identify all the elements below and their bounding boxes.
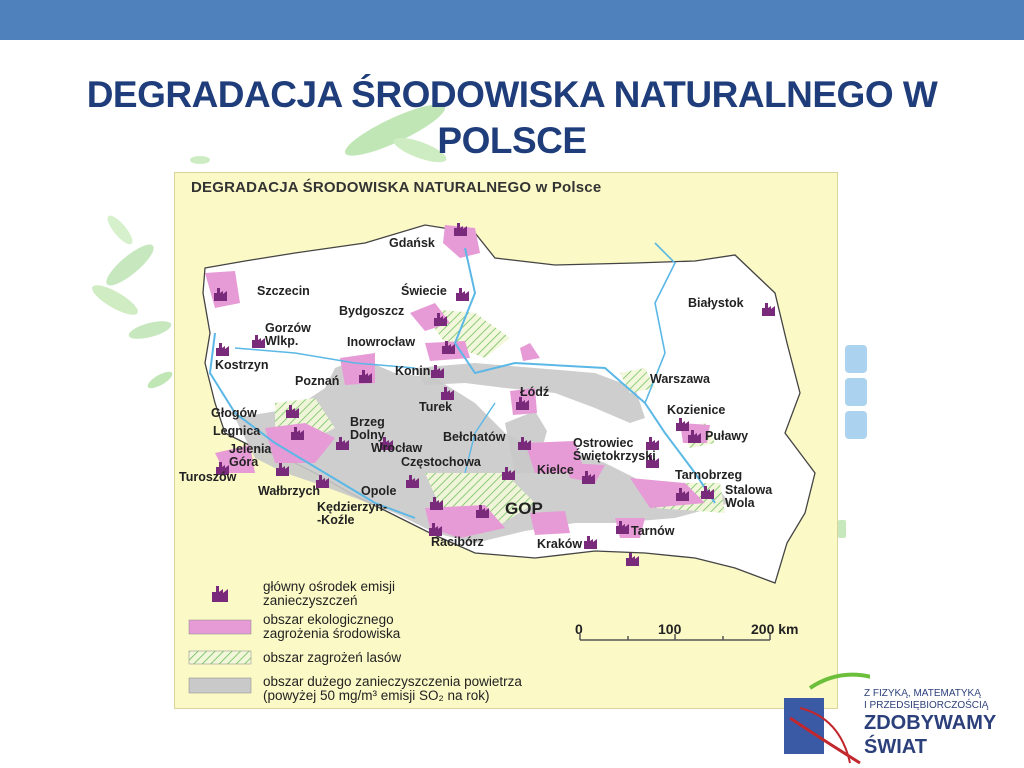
city-szczecin: Szczecin: [257, 284, 310, 298]
title-line-2: POLSCE: [437, 120, 587, 161]
city-turek: Turek: [419, 400, 453, 414]
map-panel: [174, 172, 838, 709]
factory-icon: [453, 221, 471, 237]
city-glogow: Głogów: [211, 406, 257, 420]
city-raciborz: Racibórz: [431, 535, 484, 549]
factory-icon: [625, 551, 643, 567]
factory-icon: [440, 385, 458, 401]
legend-forest: obszar zagrożeń lasów: [263, 650, 402, 665]
logo-line-1: Z FIZYKĄ, MATEMATYKĄ: [864, 688, 981, 699]
logo-emblem: [780, 668, 870, 768]
factory-icon: [675, 486, 693, 502]
factory-icon: [275, 461, 293, 477]
factory-icon: [455, 286, 473, 302]
factory-icon: [761, 301, 779, 317]
city-opole: Opole: [361, 484, 397, 498]
project-logo: [780, 668, 1024, 768]
city-lodz: Łódź: [520, 385, 550, 399]
factory-icon: [517, 435, 535, 451]
factory-icon: [358, 368, 376, 384]
slide-title: [40, 72, 984, 164]
city-gdansk: Gdańsk: [389, 236, 435, 250]
factory-icon: [581, 469, 599, 485]
city-bialystok: Białystok: [688, 296, 744, 310]
city-poznan: Poznań: [295, 374, 340, 388]
legend-forest-swatch: [189, 651, 251, 664]
factory-icon: [211, 583, 233, 603]
legend-eco-swatch: [189, 620, 251, 634]
city-belchatow: Bełchatów: [443, 430, 506, 444]
city-konin: Konin: [395, 364, 431, 378]
factory-icon: [215, 341, 233, 357]
factory-icon: [441, 339, 459, 355]
factory-icon: [430, 363, 448, 379]
city-krakow: Kraków: [537, 537, 583, 551]
city-ostrowiec: Ostrowiec Świętokrzyski: [573, 436, 656, 463]
city-tarnow: Tarnów: [631, 524, 675, 538]
factory-icon: [475, 503, 493, 519]
legend-air-swatch: [189, 678, 251, 693]
city-inowroclaw: Inowrocław: [347, 335, 416, 349]
factory-icon: [285, 403, 303, 419]
legend-air: obszar dużego zanieczyszczenia powietrza (powyżej 50 mg/m³ emisji SO₂ na rok): [263, 674, 522, 703]
city-swiecie: Świecie: [401, 284, 447, 298]
logo-line-2: I PRZEDSIĘBIORCZOŚCIĄ: [864, 700, 989, 711]
city-stalowa-wola: Stalowa Wola: [725, 483, 773, 510]
map-heading: DEGRADACJA ŚRODOWISKA NATURALNEGO w Polsce: [191, 179, 602, 196]
city-warszawa: Warszawa: [650, 372, 710, 386]
factory-icon: [290, 425, 308, 441]
factory-icon: [429, 495, 447, 511]
legend-eco: obszar ekologicznego zagrożenia środowiska: [263, 612, 401, 641]
city-brzeg: Brzeg Dolny: [350, 415, 385, 442]
title-line-1: DEGRADACJA ŚRODOWISKA NATURALNEGO W: [86, 74, 938, 115]
factory-icon: [405, 473, 423, 489]
city-kozienice: Kozienice: [667, 403, 726, 417]
city-gorzow: Gorzów Wlkp.: [265, 321, 311, 348]
city-bydgoszcz: Bydgoszcz: [339, 304, 405, 318]
factory-icon: [700, 484, 718, 500]
city-kielce: Kielce: [537, 463, 574, 477]
city-pulawy: Puławy: [705, 429, 749, 443]
city-legnica: Legnica: [213, 424, 261, 438]
scale-zero: 0: [575, 621, 583, 637]
city-kedzierzyn-kozle: Kędzierzyn- -Koźle: [317, 500, 388, 527]
scale-end: 200 km: [751, 621, 799, 637]
scale-mid: 100: [658, 621, 682, 637]
city-gop: GOP: [505, 499, 543, 518]
factory-icon: [501, 465, 519, 481]
city-walbrzych: Wałbrzych: [258, 484, 321, 498]
logo-line-4: ŚWIAT: [864, 736, 927, 758]
city-turoszow: Turoszów: [179, 470, 237, 484]
factory-icon: [213, 286, 231, 302]
city-jelenia-gora: Jelenia Góra: [229, 442, 272, 469]
city-kostrzyn: Kostrzyn: [215, 358, 269, 372]
factory-icon: [687, 428, 705, 444]
city-wroclaw: Wrocław: [371, 441, 423, 455]
logo-line-3: ZDOBYWAMY: [864, 712, 997, 734]
factory-icon: [433, 311, 451, 327]
factory-icon: [583, 534, 601, 550]
city-czestochowa: Częstochowa: [401, 455, 481, 469]
legend-emission: główny ośrodek emisji zanieczyszczeń: [263, 579, 396, 608]
city-tarnobrzeg: Tarnobrzeg: [675, 468, 743, 482]
